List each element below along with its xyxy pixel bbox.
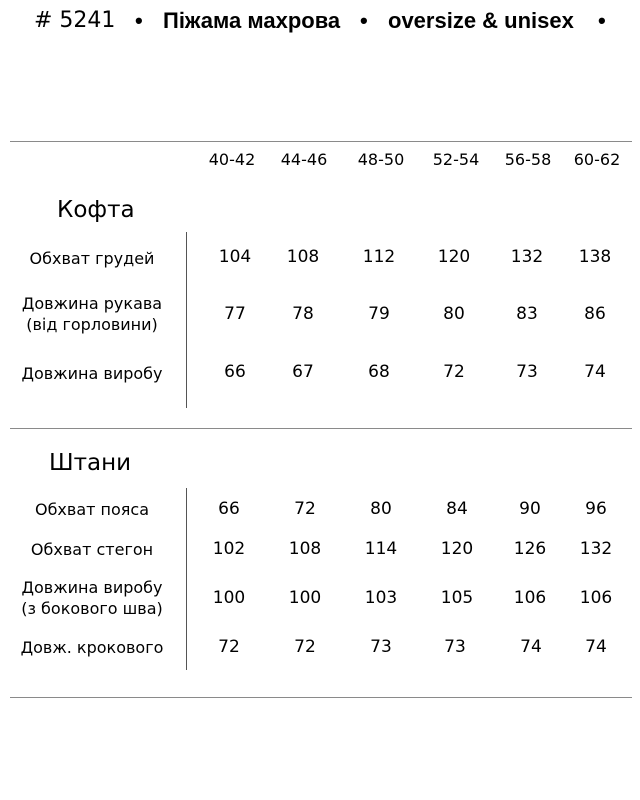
- size-header: 56-58: [504, 150, 552, 169]
- table-cell: 80: [443, 304, 465, 324]
- table-cell: 132: [579, 539, 613, 559]
- table-cell: 100: [288, 588, 322, 608]
- table-cell: 138: [578, 247, 612, 267]
- product-name: Піжама махрова: [163, 8, 341, 33]
- table-cell: 67: [292, 362, 314, 382]
- table-cell: 103: [364, 588, 398, 608]
- table-cell: 66: [218, 499, 240, 519]
- size-header: 40-42: [208, 150, 256, 169]
- table-cell: 79: [368, 304, 390, 324]
- table-cell: 73: [370, 637, 392, 657]
- table-cell: 72: [294, 499, 316, 519]
- row-label-line: Довжина рукава: [21, 294, 163, 313]
- table-cell: 77: [224, 304, 246, 324]
- table-cell: 106: [579, 588, 613, 608]
- table-cell: 73: [516, 362, 538, 382]
- table-cell: 104: [218, 247, 252, 267]
- size-header: 60-62: [573, 150, 621, 169]
- section-title-top: Кофта: [57, 197, 135, 223]
- table-cell: 68: [368, 362, 390, 382]
- label-column-separator: [186, 488, 187, 670]
- product-fit: oversize & unisex: [388, 8, 574, 33]
- row-label: [2, 577, 182, 619]
- table-cell: 126: [513, 539, 547, 559]
- bullet-separator: •: [135, 8, 143, 33]
- row-label: [2, 499, 182, 520]
- row-label-line: Обхват пояса: [34, 500, 150, 519]
- row-label-line: Довжина виробу: [21, 364, 163, 383]
- table-cell: 86: [584, 304, 606, 324]
- table-cell: 102: [212, 539, 246, 559]
- table-cell: 74: [585, 637, 607, 657]
- table-cell: 73: [444, 637, 466, 657]
- table-cell: 120: [440, 539, 474, 559]
- table-cell: 105: [440, 588, 474, 608]
- size-header: 44-46: [280, 150, 328, 169]
- table-cell: 112: [362, 247, 396, 267]
- row-label-line: (від горловини): [26, 315, 158, 334]
- divider-bottom: [10, 697, 632, 698]
- divider-middle: [10, 428, 632, 429]
- size-header: 48-50: [357, 150, 405, 169]
- table-cell: 106: [513, 588, 547, 608]
- row-label: [2, 293, 182, 335]
- row-label-line: Довж. крокового: [20, 638, 164, 657]
- bullet-separator: •: [598, 8, 606, 33]
- row-label: [2, 539, 182, 560]
- bullet-separator: •: [360, 8, 368, 33]
- divider-top: [10, 141, 632, 142]
- row-label-line: Довжина виробу: [21, 578, 163, 597]
- table-cell: 120: [437, 247, 471, 267]
- size-header: 52-54: [432, 150, 480, 169]
- table-cell: 72: [443, 362, 465, 382]
- table-cell: 74: [584, 362, 606, 382]
- product-code: # 5241: [34, 8, 116, 33]
- table-cell: 90: [519, 499, 541, 519]
- label-column-separator: [186, 232, 187, 408]
- table-cell: 80: [370, 499, 392, 519]
- table-cell: 78: [292, 304, 314, 324]
- row-label: [2, 248, 182, 269]
- table-cell: 108: [286, 247, 320, 267]
- section-title-bottom: Штани: [49, 450, 132, 476]
- table-cell: 100: [212, 588, 246, 608]
- table-cell: 72: [294, 637, 316, 657]
- row-label: [2, 363, 182, 384]
- table-cell: 132: [510, 247, 544, 267]
- table-cell: 108: [288, 539, 322, 559]
- table-cell: 83: [516, 304, 538, 324]
- row-label-line: Обхват стегон: [30, 540, 154, 559]
- table-cell: 96: [585, 499, 607, 519]
- table-cell: 72: [218, 637, 240, 657]
- table-cell: 66: [224, 362, 246, 382]
- row-label: [2, 637, 182, 658]
- row-label-line: (з бокового шва): [21, 599, 163, 618]
- table-cell: 114: [364, 539, 398, 559]
- table-cell: 74: [520, 637, 542, 657]
- row-label-line: Обхват грудей: [29, 249, 155, 268]
- table-cell: 84: [446, 499, 468, 519]
